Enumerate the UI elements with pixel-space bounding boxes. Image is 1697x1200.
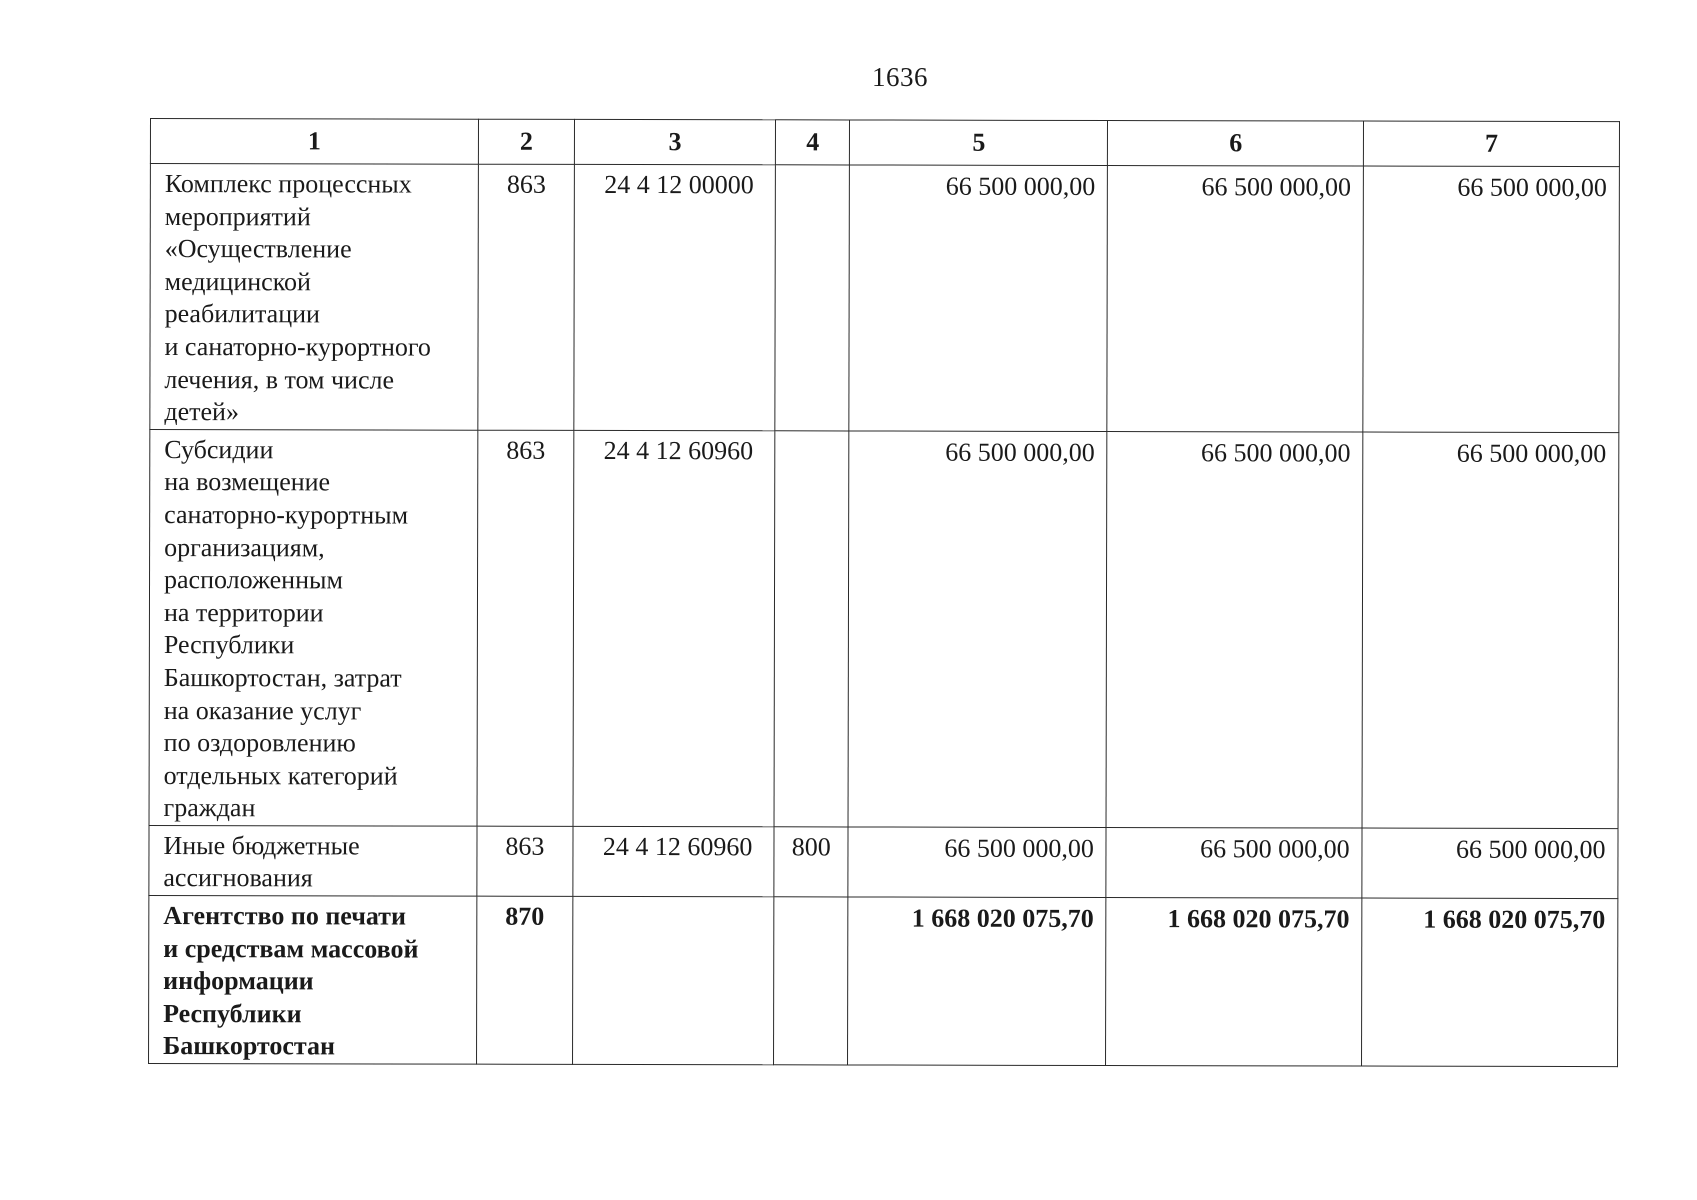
row-name-line: мероприятий xyxy=(164,201,311,231)
ministry-code-cell: 863 xyxy=(477,430,574,826)
row-name-line: Субсидии xyxy=(164,434,274,465)
column-header-4: 4 xyxy=(776,120,850,165)
table-row xyxy=(150,164,1620,433)
row-name-line: «Осуществление xyxy=(164,234,352,264)
expense-type-cell: 800 xyxy=(774,827,848,897)
row-name-line: организациям, xyxy=(164,532,325,562)
row-name-cell xyxy=(149,896,477,1065)
ministry-code-cell: 863 xyxy=(477,826,573,896)
target-article-cell xyxy=(573,896,774,1064)
row-name-line: санаторно-курортным xyxy=(164,499,409,530)
table-header-row xyxy=(150,119,1619,167)
amount-cell: 1 668 020 075,70 xyxy=(1106,898,1362,1067)
row-name-line: на возмещение xyxy=(164,467,331,497)
row-name-line: Комплекс процессных xyxy=(164,169,412,199)
column-header-7: 7 xyxy=(1364,121,1620,167)
expense-type-cell xyxy=(774,431,849,827)
expense-type-cell xyxy=(775,165,850,431)
row-name-cell xyxy=(150,164,478,430)
column-header-3: 3 xyxy=(574,119,775,164)
row-name-cell xyxy=(149,825,477,896)
table-row-total xyxy=(149,896,1618,1067)
target-article-cell: 24 4 12 60960 xyxy=(573,430,775,827)
row-name-line: Республики xyxy=(163,998,302,1029)
row-name-line: и санаторно-курортного xyxy=(164,331,431,362)
row-name-line: Агентство по печати xyxy=(163,901,406,931)
amount-cell: 66 500 000,00 xyxy=(1106,827,1362,898)
target-article-cell: 24 4 12 00000 xyxy=(574,164,776,430)
ministry-code-cell: 870 xyxy=(476,896,573,1064)
amount-cell: 66 500 000,00 xyxy=(848,827,1106,898)
table-row xyxy=(149,825,1618,898)
row-name-line: ассигнования xyxy=(163,863,313,893)
budget-table xyxy=(148,118,1620,1067)
row-name-cell xyxy=(149,429,478,826)
row-name-line: Башкортостан xyxy=(163,1031,336,1061)
row-name-line: отдельных категорий xyxy=(163,760,398,791)
page-number: 1636 xyxy=(872,62,928,92)
row-name-line: лечения, в том числе xyxy=(164,364,395,395)
amount-cell: 66 500 000,00 xyxy=(849,165,1107,431)
row-name-line: на территории xyxy=(163,597,324,628)
row-name-line: по оздоровлению xyxy=(163,728,356,758)
amount-cell: 66 500 000,00 xyxy=(1363,166,1619,432)
column-header-5: 5 xyxy=(850,120,1108,166)
row-name-line: расположенным xyxy=(164,565,343,595)
expense-type-cell xyxy=(774,897,849,1065)
row-name-line: медицинской xyxy=(164,266,312,297)
row-name-line: реабилитации xyxy=(164,299,321,329)
amount-cell: 66 500 000,00 xyxy=(1362,828,1618,899)
column-header-2: 2 xyxy=(478,119,574,164)
amount-cell: 66 500 000,00 xyxy=(849,431,1108,828)
column-header-1: 1 xyxy=(150,119,478,165)
row-name-line: Иные бюджетные xyxy=(163,830,360,861)
row-name-line: на оказание услуг xyxy=(163,695,362,725)
row-name-line: Башкортостан, затрат xyxy=(163,662,402,693)
row-name-line: информации xyxy=(163,966,314,996)
row-name-line: граждан xyxy=(163,793,256,823)
ministry-code-cell: 863 xyxy=(478,164,575,430)
row-name-line: Республики xyxy=(163,630,295,660)
amount-cell: 66 500 000,00 xyxy=(1362,432,1619,829)
target-article-cell: 24 4 12 60960 xyxy=(573,826,774,897)
amount-cell: 66 500 000,00 xyxy=(1106,431,1363,828)
amount-cell: 1 668 020 075,70 xyxy=(1362,898,1618,1067)
table-row xyxy=(149,429,1619,828)
column-header-6: 6 xyxy=(1108,121,1364,167)
amount-cell: 1 668 020 075,70 xyxy=(848,897,1106,1066)
row-name-line: и средствам массовой xyxy=(163,933,419,964)
row-name-line: детей» xyxy=(164,397,240,427)
amount-cell: 66 500 000,00 xyxy=(1107,166,1363,432)
